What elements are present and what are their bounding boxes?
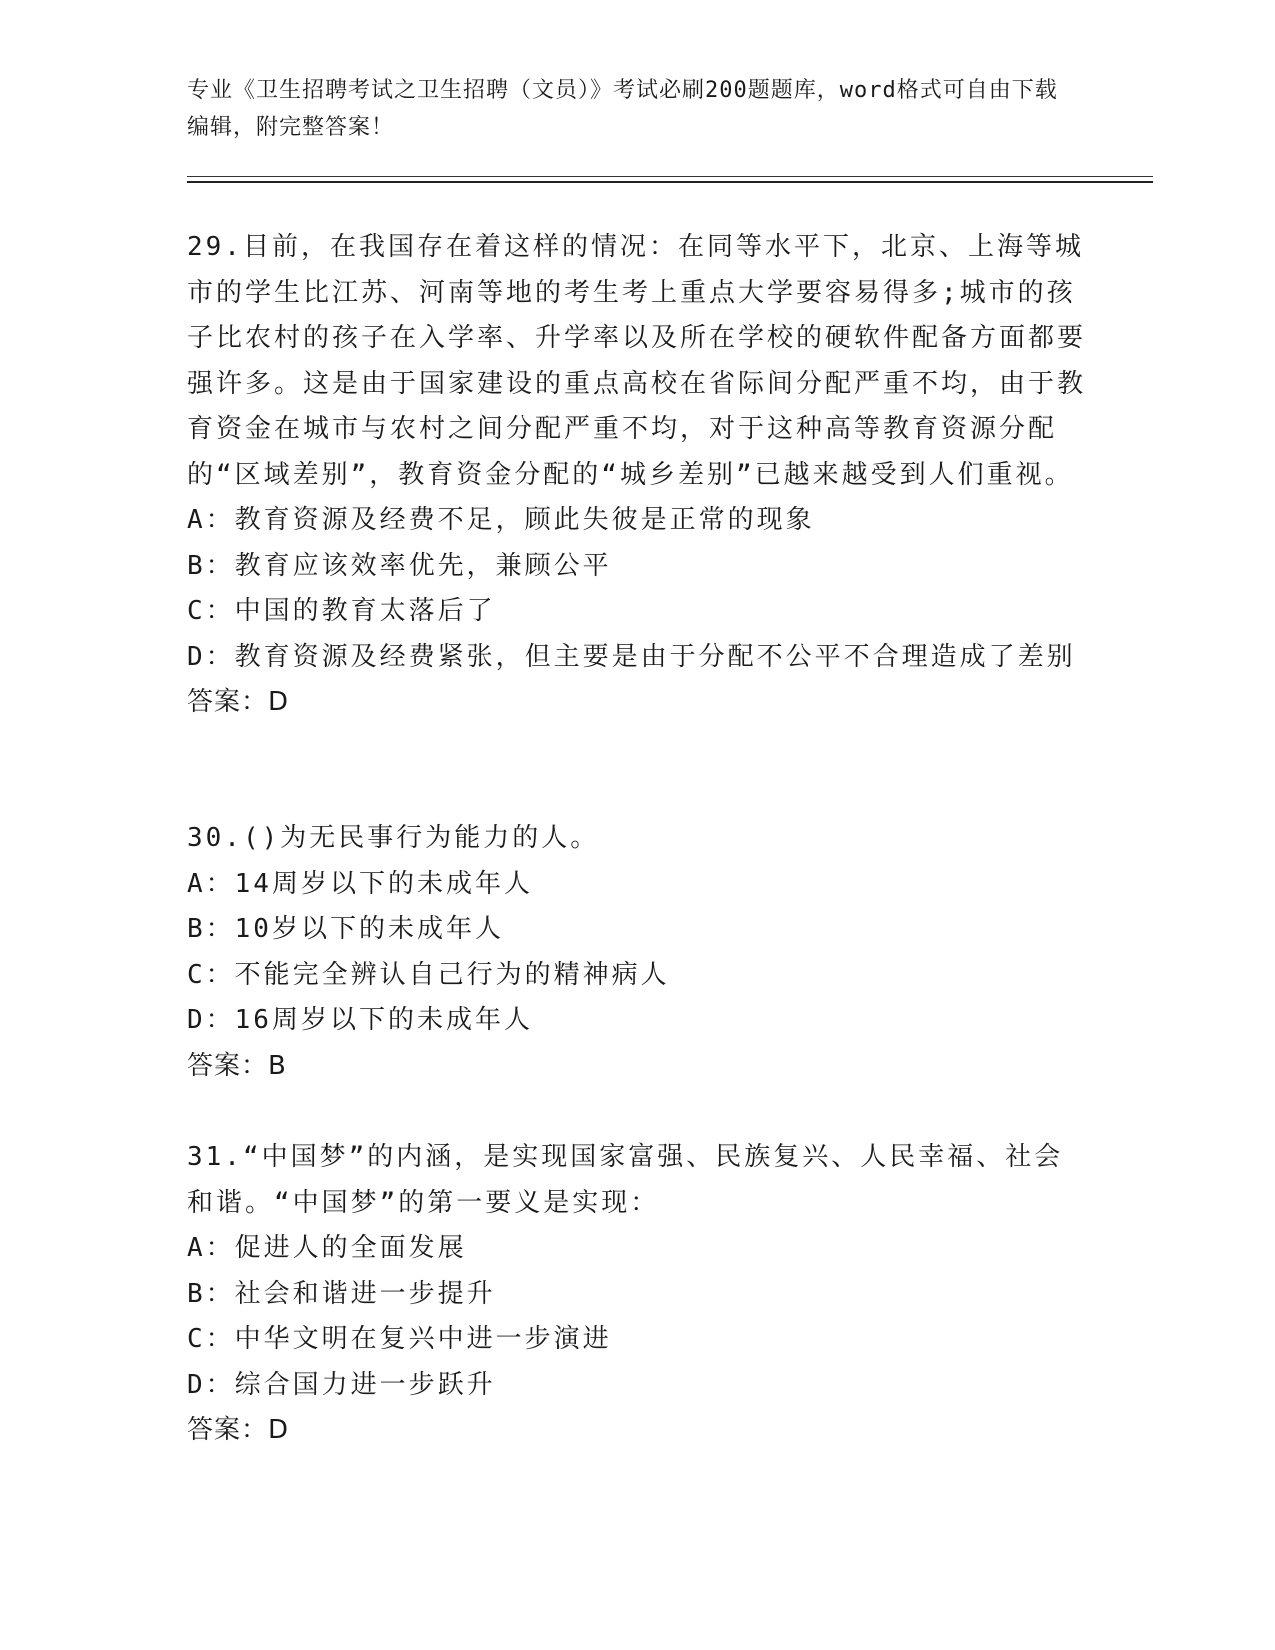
header-divider-thick bbox=[187, 181, 1153, 183]
option-c: C：中华文明在复兴中进一步演进 bbox=[187, 1324, 612, 1354]
option-b: B：教育应该效率优先，兼顾公平 bbox=[187, 550, 612, 581]
document-header: 专业《卫生招聘考试之卫生招聘（文员）》考试必刷200题题库，word格式可自由下载编辑，附完整答案！ bbox=[187, 78, 1058, 140]
option-d: D：综合国力进一步跃升 bbox=[187, 1369, 496, 1400]
question-stem: 30.()为无民事行为能力的人。 bbox=[187, 823, 600, 853]
option-a: A：14周岁以下的未成年人 bbox=[187, 868, 533, 899]
answer-label: 答案：B bbox=[187, 1050, 287, 1081]
question-31 bbox=[187, 1135, 1087, 1454]
option-a: A：教育资源及经费不足，顾此失彼是正常的现象 bbox=[187, 505, 815, 535]
question-29 bbox=[187, 225, 1087, 726]
question-30 bbox=[187, 816, 1087, 1089]
header-divider-thin bbox=[187, 176, 1153, 177]
question-stem: 31.“中国梦”的内涵，是实现国家富强、民族复兴、人民幸福、社会和谐。“中国梦”的第一要义是实现： bbox=[187, 1142, 1064, 1218]
option-b: B：10岁以下的未成年人 bbox=[187, 914, 504, 944]
option-b: B：社会和谐进一步提升 bbox=[187, 1278, 496, 1309]
answer-label: 答案：D bbox=[187, 687, 290, 717]
question-stem: 29.目前，在我国存在着这样的情况：在同等水平下，北京、上海等城市的学生比江苏、河南等地的考生考上重点大学要容易得多;城市的孩子比农村的孩子在入学率、升学率以及所在学校的硬软件配备方面都要强许多。这是由于国家建设的重点高校在省际间分配严重不均，由于教育资金在城市与农村之间分配严重不均，对于这种高等教育资源分配的“区域差别”，教育资金分配的“城乡差别”已越来越受到人们重视。 bbox=[187, 232, 1087, 490]
option-a: A：促进人的全面发展 bbox=[187, 1233, 467, 1263]
answer-label: 答案：D bbox=[187, 1415, 290, 1445]
option-d: D：教育资源及经费紧张，但主要是由于分配不公平不合理造成了差别 bbox=[187, 641, 1076, 672]
option-c: C：不能完全辨认自己行为的精神病人 bbox=[187, 959, 670, 990]
option-d: D：16周岁以下的未成年人 bbox=[187, 1005, 533, 1035]
option-c: C：中国的教育太落后了 bbox=[187, 596, 496, 626]
